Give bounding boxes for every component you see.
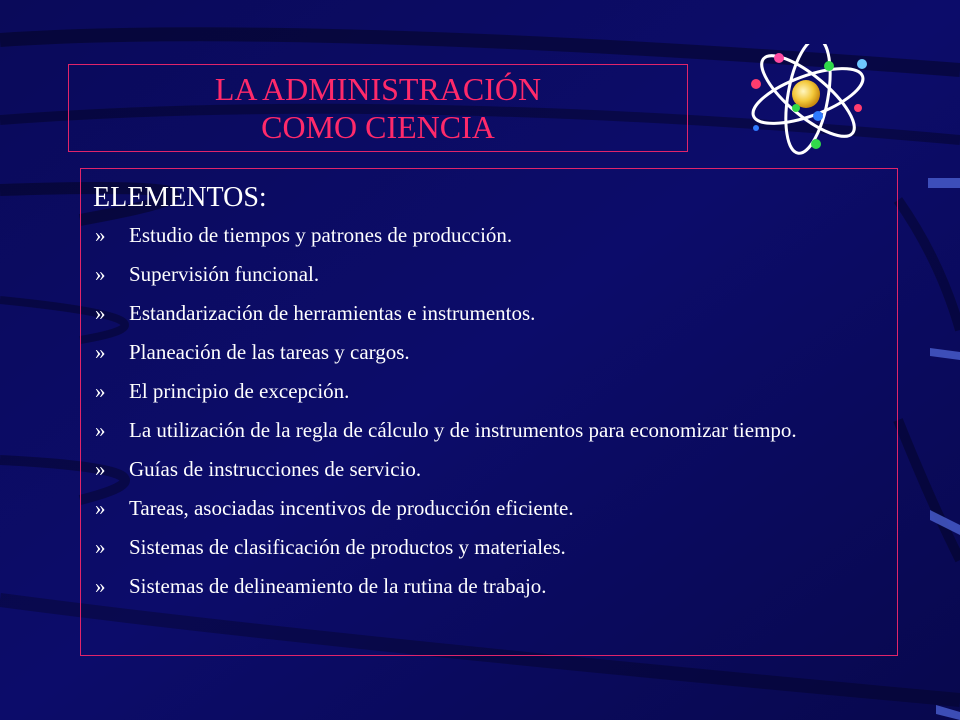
title-box (68, 64, 688, 152)
bullet-icon: » (95, 574, 106, 598)
list-item-text: Estudio de tiempos y patrones de producción. (129, 223, 513, 247)
atom-icon (742, 44, 874, 156)
list-item-text: La utilización de la regla de cálculo y de instrumentos para economizar tiempo. (129, 418, 797, 442)
bullet-icon: » (95, 457, 106, 481)
list-item-text: Sistemas de clasificación de productos y materiales. (129, 535, 566, 559)
bullet-icon: » (95, 496, 106, 520)
elements-list (93, 223, 885, 599)
list-item (93, 379, 885, 404)
bullet-icon: » (95, 301, 106, 325)
bullet-icon: » (95, 535, 106, 559)
list-item (93, 418, 885, 443)
list-item (93, 535, 885, 560)
list-item (93, 223, 885, 248)
list-item (93, 301, 885, 326)
list-item (93, 574, 885, 599)
slide-title: LA ADMINISTRACIÓN COMO CIENCIA (214, 71, 542, 145)
list-item (93, 340, 885, 365)
bullet-icon: » (95, 418, 106, 442)
list-item-text: El principio de excepción. (129, 379, 350, 403)
list-item (93, 496, 885, 521)
list-item-text: Supervisión funcional. (129, 262, 320, 286)
list-item-text: Guías de instrucciones de servicio. (129, 457, 422, 481)
bullet-icon: » (95, 262, 106, 286)
list-item-text: Tareas, asociadas incentivos de producción eficiente. (129, 496, 574, 520)
bullet-icon: » (95, 379, 106, 403)
bullet-icon: » (95, 223, 106, 247)
section-heading: ELEMENTOS: (93, 182, 267, 213)
list-item-text: Sistemas de delineamiento de la rutina de trabajo. (129, 574, 547, 598)
list-item (93, 457, 885, 482)
bullet-icon: » (95, 340, 106, 364)
list-item-text: Estandarización de herramientas e instrumentos. (129, 301, 536, 325)
content-box (80, 168, 898, 656)
list-item (93, 262, 885, 287)
list-item-text: Planeación de las tareas y cargos. (129, 340, 410, 364)
